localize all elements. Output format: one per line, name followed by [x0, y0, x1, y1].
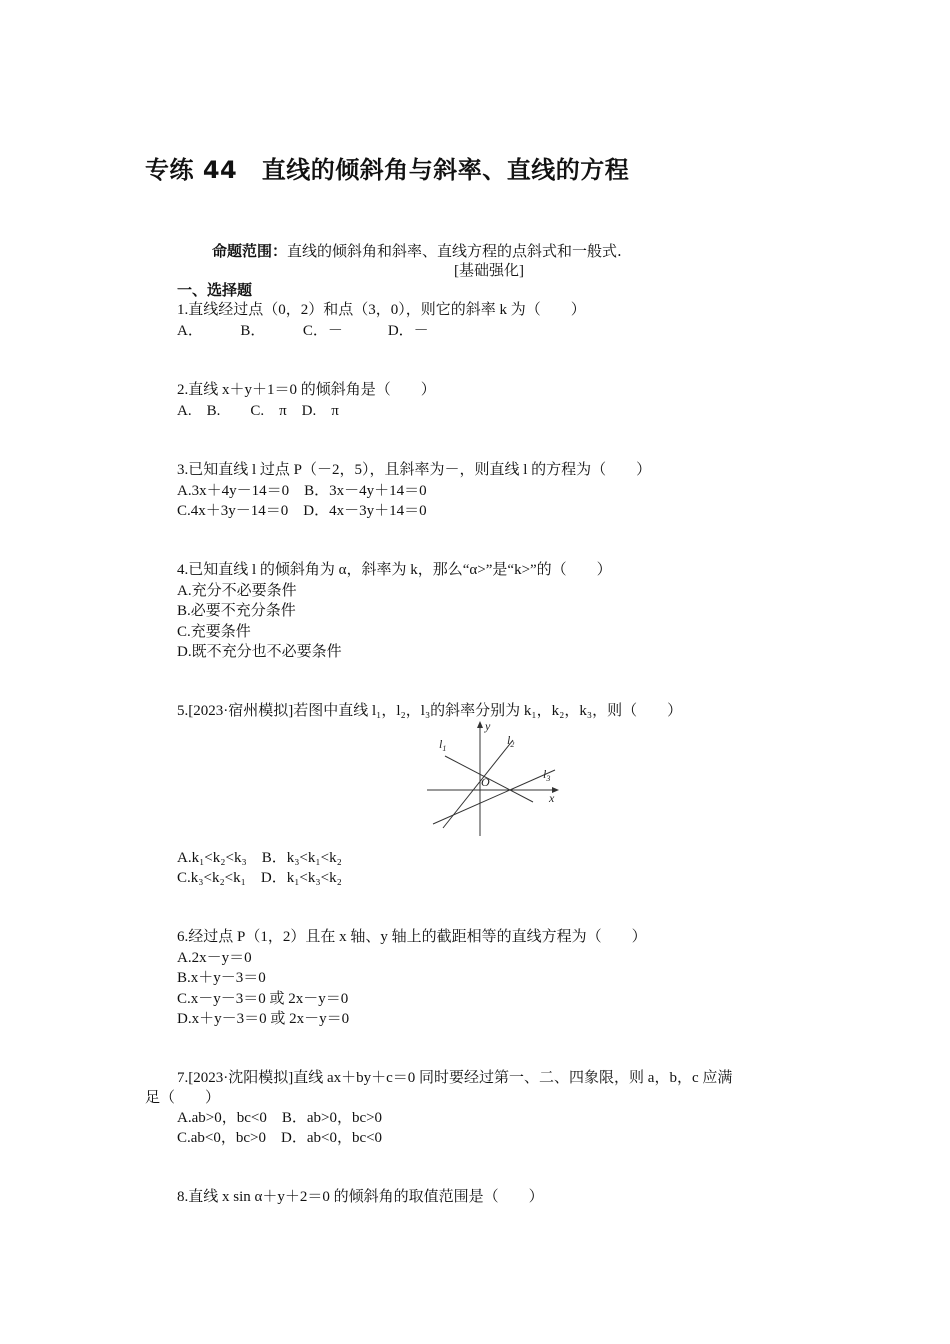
- q6-option-a: A.2x－y＝0: [177, 950, 252, 966]
- q7-stem: 7.[2023·沈阳模拟]直线 ax＋by＋c＝0 同时要经过第一、二、四象限，则 a，b，c 应满: [177, 1070, 733, 1086]
- line-l3: [433, 770, 555, 824]
- q4-stem: 4.已知直线 l 的倾斜角为 α，斜率为 k，那么“α>”是“k>”的（ ）: [177, 562, 612, 578]
- scope-line: [212, 240, 622, 261]
- label-y: y: [485, 719, 491, 733]
- q1-stem: 1.直线经过点（0，2）和点（3，0），则它的斜率 k 为（ ）: [177, 302, 586, 318]
- q7-stem-cont: 足（ ）: [145, 1090, 221, 1106]
- q7-options-cd: C.ab<0，bc>0 D．ab<0，bc<0: [177, 1130, 383, 1146]
- q5-options-cd: C.k₃<k₂<k₁ D．k₁<k₃<k₂: [177, 870, 342, 886]
- q8-stem: 8.直线 x sin α＋y＋2＝0 的倾斜角的取值范围是（ ）: [177, 1189, 544, 1205]
- q4-option-a: A.充分不必要条件: [177, 583, 297, 599]
- page-title: 专练 44 直线的倾斜角与斜率、直线的方程: [145, 156, 630, 184]
- label-l2: $l_2$: [507, 733, 515, 749]
- section-heading: 一、选择题: [177, 281, 253, 299]
- q3-stem: 3.已知直线 l 过点 P（－2，5），且斜率为－，则直线 l 的方程为（ ）: [177, 462, 652, 478]
- q6-option-b: B.x＋y－3＝0: [177, 970, 266, 986]
- q5-options-ab: A.k₁<k₂<k₃ B．k₃<k₁<k₂: [177, 850, 342, 866]
- scope-label: 命题范围：: [212, 242, 288, 260]
- label-l3: $l_3$: [543, 767, 551, 783]
- q3-options-ab: A.3x＋4y－14＝0 B．3x－4y＋14＝0: [177, 483, 427, 499]
- lines-figure: [423, 718, 563, 838]
- y-axis-arrow: [477, 721, 483, 728]
- q6-option-c: C.x－y－3＝0 或 2x－y＝0: [177, 991, 349, 1007]
- label-origin: O: [481, 775, 490, 789]
- q5-stem: 5.[2023·宿州模拟]若图中直线 l₁，l₂，l₃的斜率分别为 k₁，k₂，k₃，则（ ）: [177, 703, 683, 719]
- q6-stem: 6.经过点 P（1，2）且在 x 轴、y 轴上的截距相等的直线方程为（ ）: [177, 929, 647, 945]
- q3-options-cd: C.4x＋3y－14＝0 D．4x－3y＋14＝0: [177, 503, 427, 519]
- label-l1: $l_1$: [439, 737, 447, 753]
- q4-option-d: D.既不充分也不必要条件: [177, 644, 342, 660]
- q4-option-b: B.必要不充分条件: [177, 603, 296, 619]
- q1-options: A． B． C．－ D．－: [177, 323, 429, 339]
- scope-text: 直线的倾斜角和斜率、直线方程的点斜式和一般式.: [287, 242, 622, 260]
- q7-options-ab: A.ab>0，bc<0 B．ab>0，bc>0: [177, 1110, 383, 1126]
- q2-options: A. B. C. π D. π: [177, 403, 339, 419]
- q2-stem: 2.直线 x＋y＋1＝0 的倾斜角是（ ）: [177, 382, 436, 398]
- q6-option-d: D.x＋y－3＝0 或 2x－y＝0: [177, 1011, 350, 1027]
- label-x: x: [549, 791, 555, 805]
- section-tag: [基础强化]: [454, 263, 524, 279]
- q4-option-c: C.充要条件: [177, 624, 251, 640]
